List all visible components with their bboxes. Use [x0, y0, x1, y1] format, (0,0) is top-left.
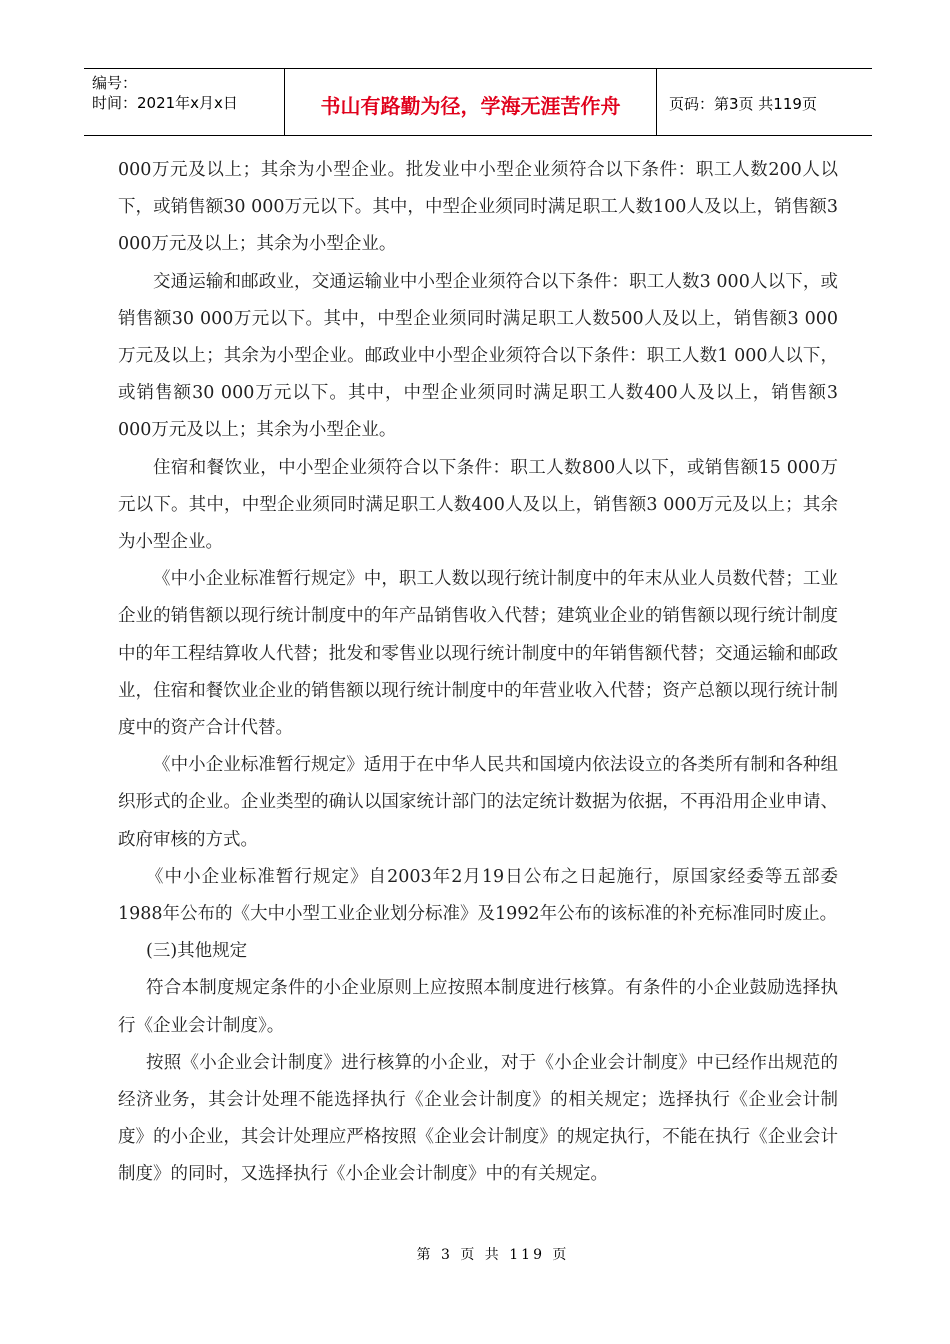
paragraph-4: 《中小企业标准暂行规定》中，职工人数以现行统计制度中的年末从业人员数代替；工业企业的销售额以现行统计制度中的年产品销售收入代替；建筑业企业的销售额以现行统计制度中的年工程结算收人代替；批发和零售业以现行统计制度中的年销售额代替；交通运输和邮政业，住宿和餐饮业企业的销售额以现行统计制度中的年营业收入代替；资产总额以现行统计制度中的资产合计代替。: [118, 569, 838, 739]
paragraph-5: 《中小企业标准暂行规定》适用于在中华人民共和国境内依法设立的各类所有制和各种组织形式的企业。企业类型的确认以国家统计部门的法定统计数据为依据，不再沿用企业申请、政府审核的方式。: [118, 755, 838, 850]
header-meta: [84, 69, 285, 135]
document-time-label: 时间：2021年x月x日: [92, 94, 238, 112]
paragraph-6: 《中小企业标准暂行规定》自2003年2月19日公布之日起施行，原国家经委等五部委1988年公布的《大中小型工业企业划分标准》及1992年公布的该标准的补充标准同时废止。: [118, 866, 838, 925]
header-motto: 书山有路勤为径，学海无涯苦作舟: [285, 69, 657, 135]
paragraph-7: 符合本制度规定条件的小企业原则上应按照本制度进行核算。有条件的小企业鼓励选择执行《企业会计制度》。: [118, 978, 838, 1036]
page-footer: 第 3 页 共 119 页: [416, 1247, 570, 1263]
header-page-number: 页码：第3页 共119页: [669, 94, 817, 113]
paragraph-1: 000万元及以上；其余为小型企业。批发业中小型企业须符合以下条件：职工人数200人以下，或销售额30 000万元以下。其中，中型企业须同时满足职工人数100人及以上，销售额3 000万元及以上；其余为小型企业。: [118, 160, 838, 255]
page-header: [84, 68, 872, 136]
document-number-label: 编号：: [92, 74, 138, 92]
section-heading: (三)其他规定: [146, 941, 248, 962]
paragraph-8: 按照《小企业会计制度》进行核算的小企业，对于《小企业会计制度》中已经作出规范的经济业务，其会计处理不能选择执行《企业会计制度》的相关规定；选择执行《企业会计制度》的小企业，其会计处理应严格按照《企业会计制度》的规定执行，不能在执行《企业会计制度》的同时，又选择执行《小企业会计制度》中的有关规定。: [118, 1052, 838, 1185]
document-body: [118, 152, 838, 1194]
paragraph-3: 住宿和餐饮业，中小型企业须符合以下条件：职工人数800人以下，或销售额15 000万元以下。其中，中型企业须同时满足职工人数400人及以上，销售额3 000万元及以上；其余为小型企业。: [118, 457, 838, 553]
paragraph-2: 交通运输和邮政业，交通运输业中小型企业须符合以下条件：职工人数3 000人以下，或销售额30 000万元以下。其中，中型企业须同时满足职工人数500人及以上，销售额3 000万元及以上；其余为小型企业。邮政业中小型企业须符合以下条件：职工人数1 000人以下，或销售额30 000万元以下。其中，中型企业须同时满足职工人数400人及以上，销售额3 000万元及以上；其余为小型企业。: [118, 271, 838, 441]
